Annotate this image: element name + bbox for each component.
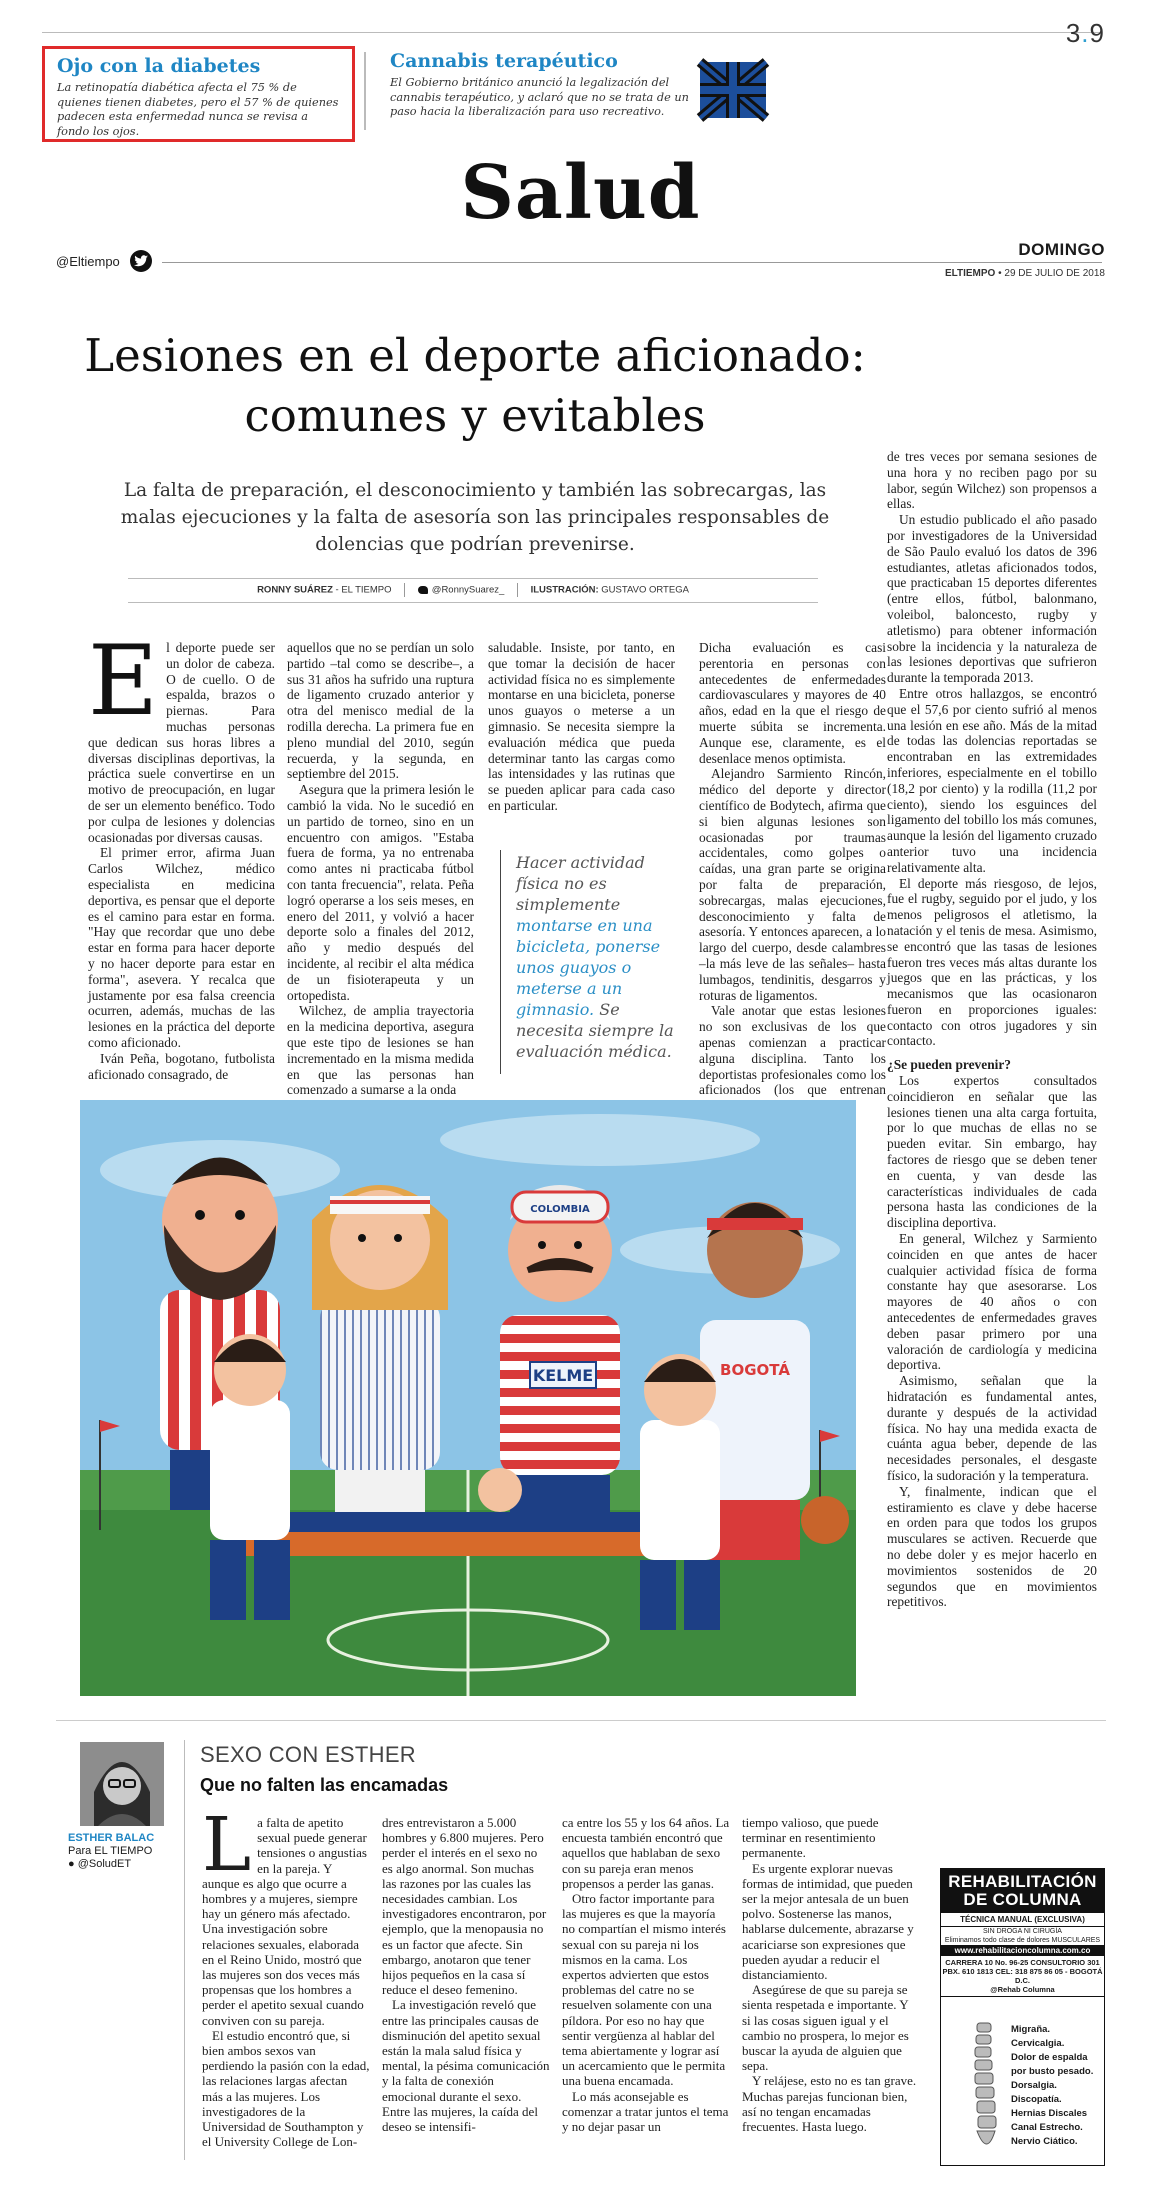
paragraph: Dicha evaluación es casi perentoria en personas con antecedentes de enfermedades cardiovasculares y mayores de 40 años, edad en la que el riesgo de muerte súbita se incrementa. Aunque ese, claramente, es el desenlace menos optimista. [699, 640, 886, 766]
paragraph: Es urgente explorar nuevas formas de intimidad, que pueden ser la mejor antesala de un buen polvo. Sostenerse las manos, hablarse dulcemente, abrazarse y acariciarse son expresiones que pueden ayudar a reducir el distanciamiento. [742, 1860, 914, 1983]
paragraph: Lo más aconsejable es comenzar a tratar juntos el tema y no dejar pasar un [562, 2088, 729, 2135]
column-divider [184, 1740, 185, 2160]
paragraph: En general, Wilchez y Sarmiento coinciden en que antes de hacer cualquier actividad física de forma constante hay que asesorarse. Los mayores de 40 años o con antecedentes de enfermedades graves deben pasar primero por una valoración de cardiología y medicina deportiva. [887, 1231, 1097, 1373]
paragraph: aquellos que no se perdían un solo partido –tal como se describe–, a sus 31 años ha sufrido una ruptura de ligamento cruzado anterior y otra del menisco medial de la rodilla derecha. La primera fue en pleno mundial del 2010, según recuerda, y la segunda, en septiembre del 2015. [287, 640, 474, 782]
article-column-1 [88, 625, 275, 1082]
jersey-text: BOGOTÁ [720, 1361, 790, 1379]
article-column-2 [287, 640, 474, 1098]
cap-text: COLOMBIA [530, 1204, 590, 1215]
dateline: ELTIEMPO • 29 DE JULIO DE 2018 [944, 268, 1105, 279]
paragraph: Y relájese, esto no es tan grave. Muchas parejas funcionan bien, así no tengan encamadas frecuentes. Hasta luego. [742, 2073, 917, 2135]
paragraph: Asegúrese de que su pareja se sienta respetada e importante. Y si las cosas siguen igual y el cambio no prospera, lo mejor es buscar la ayuda de alguien que sepa. [742, 1982, 909, 2074]
paragraph: Asimismo, señalan que la hidratación es fundamental antes, durante y después de la actividad física. No hay una medida exacta de cuánta agua beber, depende de las necesidades personales, el desgaste físico, la sudoración y la temperatura. [887, 1373, 1097, 1483]
column-author: ESTHER BALAC Para EL TIEMPO ● @SoludET [68, 1832, 155, 1870]
twitter-icon[interactable] [130, 250, 152, 272]
paragraph: ca entre los 55 y los 64 años. La encuesta también encontró que aquellos que hablaban de sexo con su pareja eran menos propensos a perder las ganas. [562, 1815, 730, 1891]
paragraph: Y, finalmente, indican que el estiramiento es clave y debe hacerse en orden para que todos los grupos musculares se activen. Recuerde que no debe doler y es mejor hacerlo en movimientos sostenidos de 20 segundos que en movimientos repetitivos. [887, 1483, 1097, 1610]
ad-line: Eliminamos todo clase de dolores MUSCULARES [944, 1937, 1101, 1944]
drop-cap: E [88, 625, 159, 737]
teaser-title: Cannabis terapéutico [390, 50, 618, 72]
article-column-4 [699, 640, 886, 1098]
column-text-2 [382, 1815, 550, 2165]
jersey-text: KELME [532, 1366, 594, 1385]
twitter-icon [418, 586, 428, 594]
column-text-4 [742, 1815, 920, 2165]
paragraph: Otro factor importante para las mujeres es que la mayoría no compartían el mismo interés sexual con su pareja ni los mismos en la cama. Los expertos advierten que estos problemas del catre no se resuelven solamente con una píldora. Por eso no hay que sentir vergüenza al hablar del tema abiertamente y lograr así un acercamiento que le permita una buena encamada. [562, 1891, 726, 2089]
paragraph: Vale anotar que estas lesiones no son exclusivas de los que apenas comienzan a practicar alguna disciplina. Tanto los deportistas profesionales como los aficionados (los que entrenan [699, 1003, 886, 1098]
section-rule [56, 1720, 1106, 1721]
ad-title: REHABILITACIÓN DE COLUMNA [941, 1869, 1104, 1913]
article-headline: Lesiones en el deporte aficionado: comunes y evitables [84, 329, 866, 442]
article-deck: La falta de preparación, el desconocimiento y también las sobrecargas, las malas ejecuciones y la falta de asesoría son las principales responsables de dolencias que podrían prevenirse. [120, 480, 830, 555]
byline-rule [128, 602, 818, 603]
paragraph: Iván Peña, bogotano, futbolista aficionado consagrado, de [88, 1050, 275, 1082]
paragraph: El deporte más riesgoso, de lejos, fue el rugby, seguido por el judo, y los menos peligrosos el atletismo, la natación y el tenis de mesa. Asimismo, se encontró que las tasas de lesiones fueron tres veces más altas durante los juegos que en las prácticas, y los mecanismos que las ocasionaron fueron en proporciones iguales: contacto con otros jugadores y sin contacto. [887, 875, 1097, 1049]
paragraph: dres entrevistaron a 5.000 hombres y 6.800 mujeres. Pero perder el interés en el sexo no es algo anormal. Son muchas las razones por las cuales las necesidades cambian. Los investigadores encontraron, por ejemplo, que la menopausia no es un factor que afecte. Sin embargo, anotaron que tener hijos pequeños en la casa sí reduce el deseo femenino. [382, 1815, 547, 1998]
byline: RONNY SUÁREZ - EL TIEMPO @RonnySuarez_ ILUSTRACIÓN: GUSTAVO ORTEGA [257, 584, 689, 596]
byline-rule [128, 578, 818, 579]
author-twitter[interactable]: @SoludET [77, 1858, 132, 1870]
paragraph: Los expertos consultados coincidieron en señalar que las lesiones tienen una alta carga fortuita, por lo que muchas de ellas no se pueden evitar. Sin embargo, hay factores de riesgo que se deben tener en cuenta, y van desde las características individuales de cada persona hasta las condiciones de la disciplina deportiva. [887, 1073, 1097, 1231]
author-twitter[interactable]: @RonnySuarez_ [431, 584, 505, 596]
pullquote-rule [500, 850, 501, 1074]
ad-tagline: TÉCNICA MANUAL (EXCLUSIVA) [941, 1913, 1104, 1927]
teaser-text: La retinopatía diabética afecta el 75 % de quienes tienen diabetes, pero el 57 % de quienes padecen esta enfermedad nunca se revisa a fondo los ojos. [57, 81, 339, 138]
paragraph: a falta de apetito sexual puede generar tensiones o angustias en la pareja. Y aunque es algo que ocurre a hombres y a mujeres, siempre hay un género más afectado. Una investigación sobre relaciones sexuales, elaborada en el Reino Unido, mostró que las mujeres son dos veces más propensas que los hombres a perder el apetito sexual cuando conviven con su pareja. [202, 1815, 367, 2028]
article-illustration [80, 1100, 856, 1696]
column-kicker: SEXO CON ESTHER [200, 1742, 416, 1767]
column-text-3 [562, 1815, 730, 2165]
paragraph: l deporte puede ser un dolor de cabeza. O de cuello. O de espalda, brazos o piernas. Para muchas personas que dedican sus horas libres a diversas disciplinas deportivas, la práctica suele convertirse en un motivo de preocupación, en lugar de ser un elemento benéfico. Todo por culpa de lesiones y dolencias ocasionadas por diversas causas. [88, 640, 275, 845]
article-column-3 [488, 640, 675, 836]
ad-conditions: Migraña. Cervicalgia. Dolor de espalda por busto pesado. Dorsalgia. Discopatía. Hernias Discales Canal Estrecho. Nervio Ciático. [1011, 2024, 1094, 2147]
paragraph: saludable. Insiste, por tanto, en que tomar la decisión de hacer actividad física no es simplemente montarse en una bicicleta, ponerse unos guayos o meterse a un gimnasio. Se necesita siempre la evaluación médica que pueda determinar tanto las cargas como las intensidades y las rutinas que se pueden aplicar para cada caso en particular. [488, 640, 675, 813]
paragraph: Wilchez, de amplia trayectoria en la medicina deportiva, asegura que este tipo de lesiones se han incrementado en la misma medida en que las personas han comenzado a sumarse a la onda [287, 1003, 474, 1098]
ad-address: CARRERA 10 No. 96-25 CONSULTORIO 301 PBX. 610 1813 CEL: 318 875 86 05 - BOGOTÁ D.C. @Rehab Columna [941, 1956, 1104, 1997]
teaser-divider [364, 52, 366, 130]
paragraph: Asegura que la primera lesión le cambió la vida. No le sucedió en un partido de torneo, sino en un encuentro con amigos. "Estaba fuera de forma, ya no entrenaba como antes ni practicaba fútbol con tanta frecuencia", relata. Peña logró operarse a los seis meses, en enero del 2011, y volvió a hacer deporte solo a finales del 2012, año y medio después del incidente, al recibir el alta médica de un fisioterapeuta y un ortopedista. [287, 782, 474, 1003]
paragraph: de tres veces por semana sesiones de una hora y no reciben pago por su labor, según Wilchez) son propensos a ellas. [887, 449, 1097, 512]
weekday: DOMINGO [1018, 240, 1105, 259]
twitter-handle[interactable]: @Eltiempo [56, 254, 120, 269]
page-number: 3.9 [1065, 18, 1105, 48]
avatar [80, 1742, 164, 1826]
ad-website[interactable]: www.rehabilitacioncolumna.com.co [941, 1945, 1104, 1956]
teaser-text: El Gobierno británico anunció la legalización del cannabis terapéutico, y aclaró que no se trata de un paso hacia la liberalización para uso recreativo. [390, 76, 689, 118]
paragraph: tiempo valioso, que puede terminar en resentimiento permanente. [742, 1815, 879, 1861]
twitter-icon: ● [68, 1858, 78, 1870]
subhead: ¿Se pueden prevenir? [887, 1057, 1011, 1073]
paragraph: El estudio encontró que, si bien ambos sexos van perdiendo la pasión con la edad, las relaciones largas afectan más a las mujeres. Los investigadores de la Universidad de Southampton y el University College de Lon- [202, 2027, 370, 2150]
paragraph: El primer error, afirma Juan Carlos Wilchez, médico especialista en medicina deportiva, es pensar que el deporte es el camino para estar en forma. "Hay que recordar que uno debe estar en forma para hacer deporte y no hacer deporte para estar en forma", asevera. Y recalca que justamente por esa falsa creencia ocurren, además, muchas de las lesiones en la práctica del deporte como aficionado. [88, 845, 275, 1050]
article-column-5 [887, 449, 1097, 1689]
section-title: Salud [460, 150, 701, 236]
paragraph: Alejandro Sarmiento Rincón, médico del deporte y director científico de Bodytech, afirma que si bien algunas lesiones son ocasionadas por traumas accidentales, como golpes o caídas, una gran parte se origina por falta de preparación, sobrecargas, malas ejecuciones, desconocimiento y falta de asesoría. Y entonces aparecen, a lo largo del cuerpo, desde calambres –la más leve de las señales– hasta lumbagos, tendinitis, desgarros y roturas de ligamentos. [699, 766, 886, 1003]
drop-cap: L [202, 1802, 252, 1888]
teaser-cannabis[interactable] [390, 50, 690, 120]
paragraph: La investigación reveló que entre las principales causas de disminución del apetito sexual están la mala salud física y mental, la pésima comunicación y la falta de conexión emocional durante el sexo. Entre las mujeres, la caída del deseo se intensifi- [382, 1997, 550, 2135]
paragraph: Entre otros hallazgos, se encontró que el 57,6 por ciento sufrió al menos una lesión en ese año. Más de la mitad de todas las dolencias reportadas se encontraban en las extremidades inferiores, especialmente en el tobillo (18,2 por ciento) y la rodilla (11,2 por ciento), siendo los esguinces del ligamento del tobillo los más comunes, aunque la lesión del ligamento cruzado anterior tuvo una incidencia relativamente alta. [887, 685, 1097, 875]
column-text-1 [202, 1802, 370, 2165]
pullquote: Hacer actividad física no es simplemente montarse en una bicicleta, ponerse unos guayos o meterse a un gimnasio. Se necesita siempre la evaluación médica. [516, 853, 674, 1061]
teaser-title: Ojo con la diabetes [57, 55, 261, 77]
header-divider [162, 262, 1102, 263]
ad-line: SIN DROGA NI CIRUGÍA [983, 1928, 1062, 1935]
teaser-diabetes[interactable] [42, 46, 355, 142]
paragraph: Un estudio publicado el año pasado por investigadores de la Universidad de São Paulo evaluó los datos de 396 estudiantes, atletas aficionados todos, que practicaban 15 deportes diferentes (entre ellos, fútbol, balonmano, voleibol, baloncesto, rugby y atletismo) para obtener información sobre la incidencia y la naturaleza de las lesiones deportivas que sufrieron durante la temporada 2013. [887, 512, 1097, 686]
uk-flag-icon [700, 62, 766, 118]
spine-icon [963, 2019, 1003, 2159]
header-rule [42, 32, 1102, 33]
column-title: Que no falten las encamadas [200, 1775, 449, 1795]
rehab-ad[interactable] [940, 1868, 1105, 2166]
